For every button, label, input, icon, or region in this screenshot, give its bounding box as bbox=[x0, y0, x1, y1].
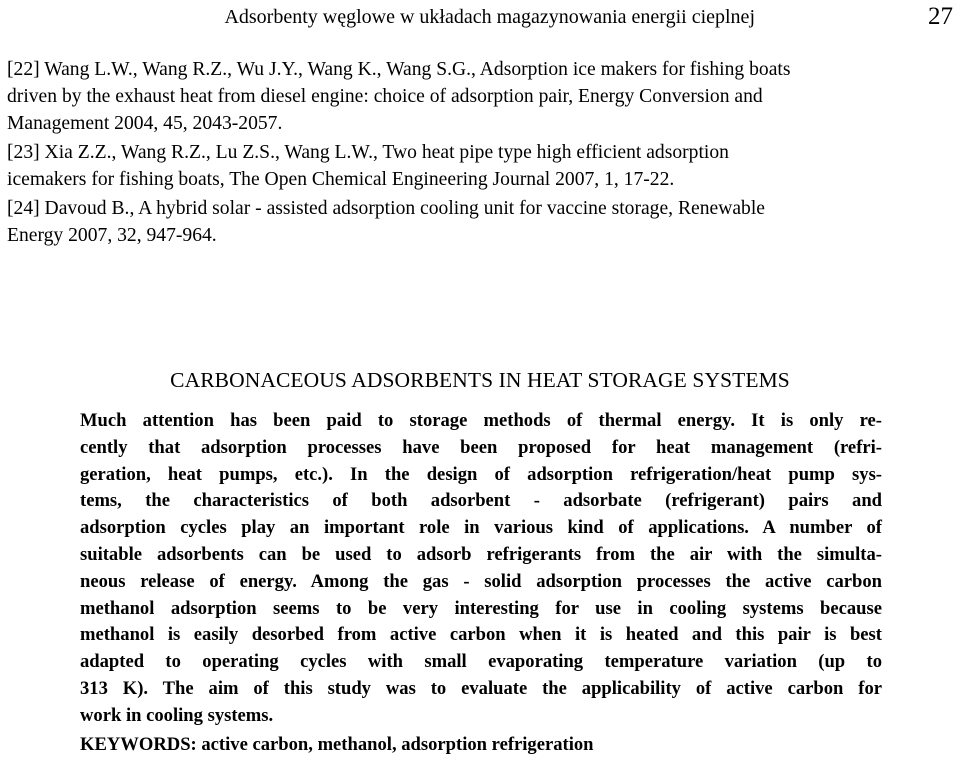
abstract-line: cently that adsorption processes have been proposed for heat management (refri- bbox=[80, 436, 882, 458]
running-header bbox=[0, 2, 960, 32]
abstract-line: suitable adsorbents can be used to adsorb refrigerants from the air with the simulta- bbox=[80, 543, 882, 565]
abstract-line: adsorption cycles play an important role in various kind of applications. A number of bbox=[80, 517, 882, 539]
abstract-line: adapted to operating cycles with small evaporating temperature variation (up to bbox=[80, 651, 882, 673]
reference-22 bbox=[7, 56, 953, 137]
reference-line: Management 2004, 45, 2043-2057. bbox=[7, 113, 283, 134]
abstract-line: tems, the characteristics of both adsorbent - adsorbate (refrigerant) pairs and bbox=[80, 490, 882, 512]
reference-list bbox=[7, 56, 953, 251]
abstract-line: methanol is easily desorbed from active carbon when it is heated and this pair is best bbox=[80, 624, 882, 646]
keywords: KEYWORDS: active carbon, methanol, adsorption refrigeration bbox=[80, 734, 594, 755]
reference-line: [22] Wang L.W., Wang R.Z., Wu J.Y., Wang K., Wang S.G., Adsorption ice makers for fishing boats bbox=[7, 59, 791, 80]
reference-24 bbox=[7, 195, 953, 249]
abstract bbox=[80, 408, 882, 730]
abstract-line: Much attention has been paid to storage methods of thermal energy. It is only re- bbox=[80, 410, 882, 431]
running-title: Adsorbenty węglowe w układach magazynowania energii cieplnej bbox=[224, 6, 755, 28]
reference-line: [24] Davoud B., A hybrid solar - assisted adsorption cooling unit for vaccine storage, Renewable bbox=[7, 198, 765, 219]
reference-line: [23] Xia Z.Z., Wang R.Z., Lu Z.S., Wang L.W., Two heat pipe type high efficient adsorption bbox=[7, 142, 729, 163]
reference-line: driven by the exhaust heat from diesel engine: choice of adsorption pair, Energy Conversion and bbox=[7, 86, 763, 107]
page-number: 27 bbox=[928, 3, 953, 30]
reference-23 bbox=[7, 139, 953, 193]
abstract-line: 313 K). The aim of this study was to evaluate the applicability of active carbon for bbox=[80, 677, 882, 699]
reference-line: icemakers for fishing boats, The Open Chemical Engineering Journal 2007, 1, 17-22. bbox=[7, 169, 675, 190]
abstract-line: work in cooling systems. bbox=[80, 704, 274, 726]
section-title: CARBONACEOUS ADSORBENTS IN HEAT STORAGE SYSTEMS bbox=[170, 368, 790, 392]
abstract-line: neous release of energy. Among the gas - solid adsorption processes the active carbon bbox=[80, 570, 882, 592]
abstract-line: methanol adsorption seems to be very interesting for use in cooling systems because bbox=[80, 597, 882, 619]
abstract-line: geration, heat pumps, etc.). In the design of adsorption refrigeration/heat pump sys- bbox=[80, 463, 882, 485]
reference-line: Energy 2007, 32, 947-964. bbox=[7, 225, 217, 246]
